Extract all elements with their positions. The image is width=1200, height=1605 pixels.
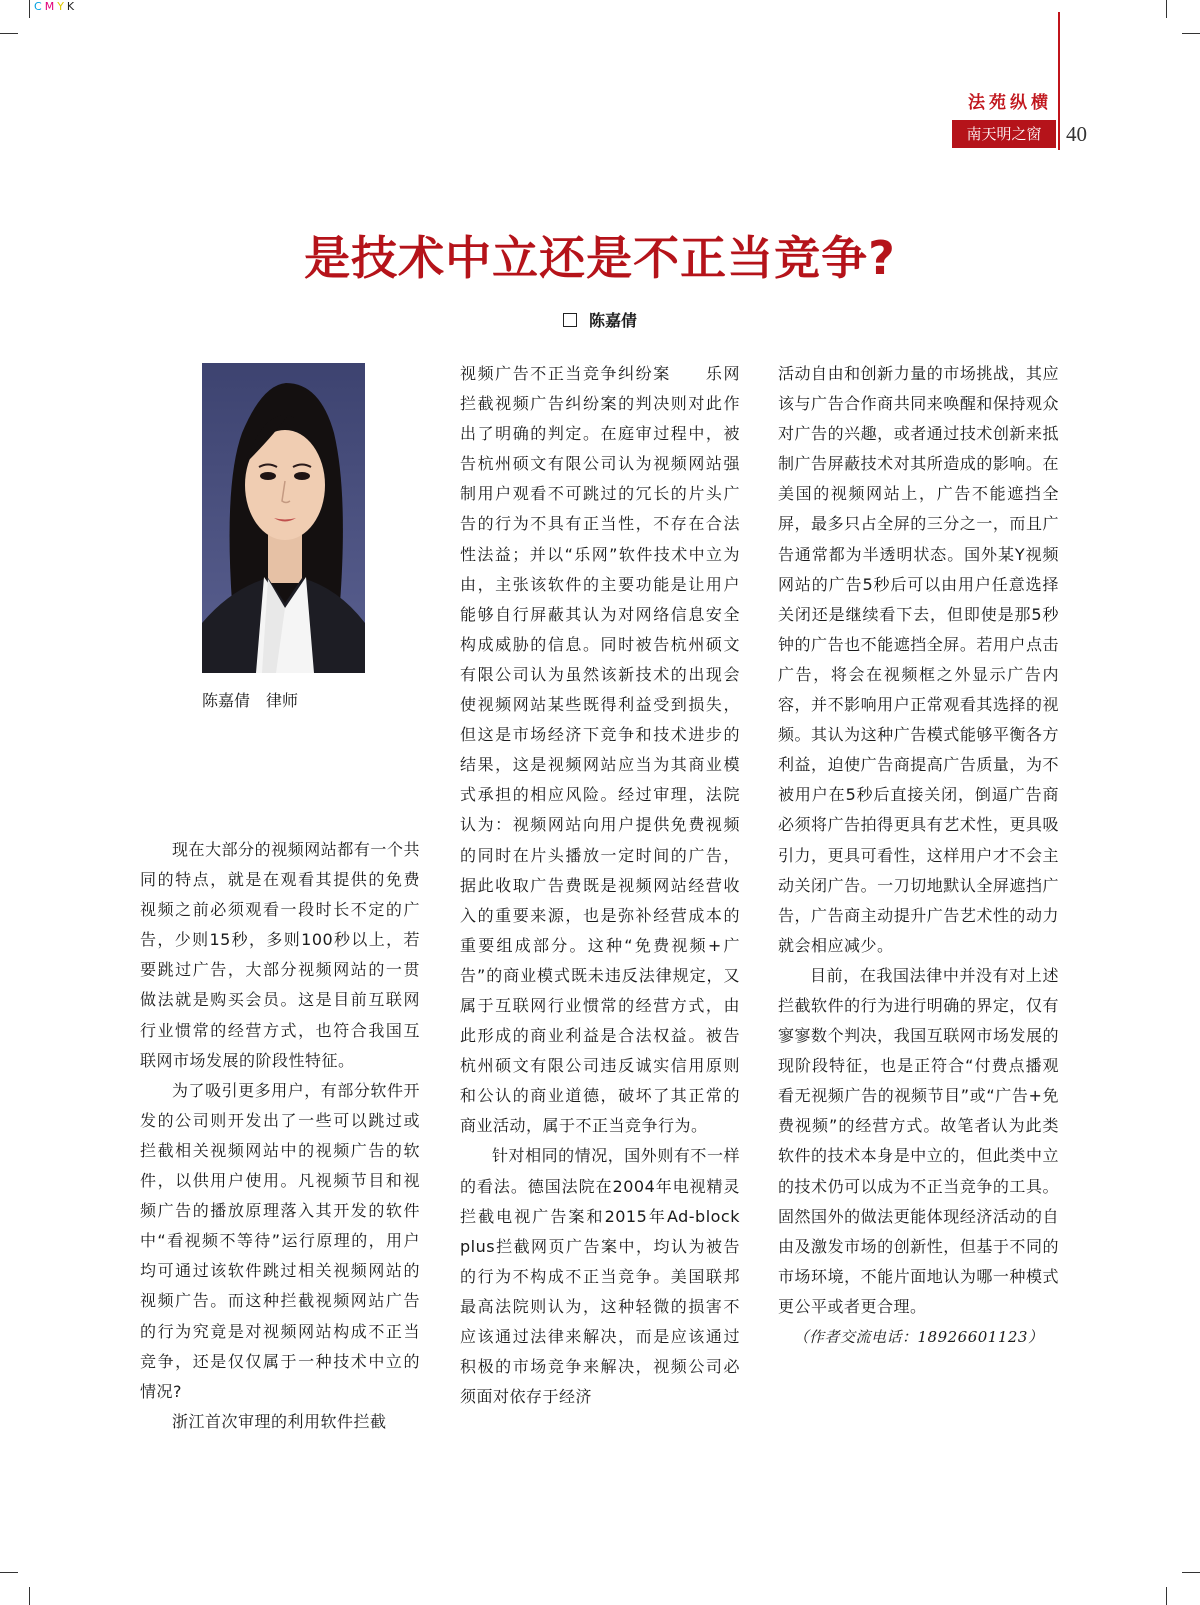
section-title: 法苑纵横 [968,93,1052,113]
paragraph: 目前，在我国法律中并没有对上述拦截软件的行为进行明确的界定，仅有寥寥数个判决，我国互联网市场发展的现阶段特征，也是正符合“付费点播观看无视频广告的视频节目”或“广告+免费视频”的经营方式。故笔者认为此类软件的技术本身是中立的，但此类中立的技术仍可以成为不正当竞争的工具。固然国外的做法更能体现经济活动的自由及激发市场的创新性，但基于不同的市场环境，不能片面地认为哪一种模式更公平或者更合理。 [778,965,1059,1316]
crop-mark [29,0,30,18]
paragraph: 现在大部分的视频网站都有一个共同的特点，就是在观看其提供的免费视频之前必须观看一段时长不定的广告，少则15秒，多则100秒以上，若要跳过广告，大部分视频网站的一贯做法就是购买会员。这是目前互联网行业惯常的经营方式，也符合我国互联网市场发展的阶段性特征。 [140,840,420,1070]
photo-caption: 陈嘉倩 律师 [202,691,299,710]
header-divider [1058,12,1060,150]
cmyk-registration-label: CMYK [34,0,78,13]
byline-box-icon [563,313,577,327]
paragraph: 浙江首次审理的利用软件拦截 [172,1411,387,1431]
paragraph: 为了吸引更多用户，有部分软件开发的公司则开发出了一些可以跳过或拦截相关视频网站中的视频广告的软件，以供用户使用。凡视频节目和视频广告的播放原理落入其开发的软件中“看视频不等待”运行原理的，用户均可通过该软件跳过相关视频网站的视频广告。而这种拦截视频网站广告的行为究竟是对视频网站构成不正当竞争，还是仅仅属于一种技术中立的情况? [140,1080,420,1401]
crop-mark [1182,1572,1200,1573]
column-name-badge: 南天明之窗 [952,120,1056,148]
crop-mark [1166,1587,1167,1605]
page-number: 40 [1066,122,1087,146]
author-contact: （作者交流电话：18926601123） [793,1328,1044,1346]
crop-mark [1166,0,1167,18]
crop-mark [0,33,18,34]
crop-mark [1182,33,1200,34]
text-column-3 [778,359,1059,1352]
article-title: 是技术中立还是不正当竞争? [304,231,896,285]
crop-mark [0,1572,18,1573]
author-name: 陈嘉倩 [588,311,637,330]
paragraph: 针对相同的情况，国外则有不一样的看法。德国法院在2004年电视精灵拦截电视广告案和2015年Ad-block plus拦截网页广告案中，均认为被告的行为不构成不正当竞争。美国联邦最高法院则认为，这种轻微的损害不应该通过法律来解决，而是应该通过积极的市场竞争来解决，视频公司必须面对依存于经济 [460,1146,740,1407]
crop-mark [29,1587,30,1605]
text-column-1 [140,835,420,1437]
author-photo [202,363,365,673]
paragraph: 视频广告不正当竞争纠纷案 乐网拦截视频广告纠纷案的判决则对此作出了明确的判定。在庭审过程中，被告杭州硕文有限公司认为视频网站强制用户观看不可跳过的冗长的片头广告的行为不具有正当性，不存在合法性法益；并以“乐网”软件技术中立为由，主张该软件的主要功能是让用户能够自行屏蔽其认为对网络信息安全构成威胁的信息。同时被告杭州硕文有限公司认为虽然该新技术的出现会使视频网站某些既得利益受到损失，但这是市场经济下竞争和技术进步的结果，这是视频网站应当为其商业模式承担的相应风险。经过审理，法院认为：视频网站向用户提供免费视频的同时在片头播放一定时间的广告，据此收取广告费既是视频网站经营收入的重要来源，也是弥补经营成本的重要组成部分。这种“免费视频+广告”的商业模式既未违反法律规定，又属于互联网行业惯常的经营方式，由此形成的商业利益是合法权益。被告杭州硕文有限公司违反诚实信用原则和公认的商业道德，破坏了其正常的商业活动，属于不正当竞争行为。 [460,364,740,1136]
article-byline [0,308,1200,331]
paragraph: 活动自由和创新力量的市场挑战，其应该与广告合作商共同来唤醒和保持观众对广告的兴趣，或者通过技术创新来抵制广告屏蔽技术对其所造成的影响。在美国的视频网站上，广告不能遮挡全屏，最多只占全屏的三分之一，而且广告通常都为半透明状态。国外某Y视频网站的广告5秒后可以由用户任意选择关闭还是继续看下去，但即使是那5秒钟的广告也不能遮挡全屏。若用户点击广告，将会在视频框之外显示广告内容，并不影响用户正常观看其选择的视频。其认为这种广告模式能够平衡各方利益，迫使广告商提高广告质量，为不被用户在5秒后直接关闭，倒逼广告商必须将广告拍得更具有艺术性，更具吸引力，更具可看性，这样用户才不会主动关闭广告。一刀切地默认全屏遮挡广告，广告商主动提升广告艺术性的动力就会相应减少。 [778,364,1059,955]
text-column-2 [460,359,740,1412]
